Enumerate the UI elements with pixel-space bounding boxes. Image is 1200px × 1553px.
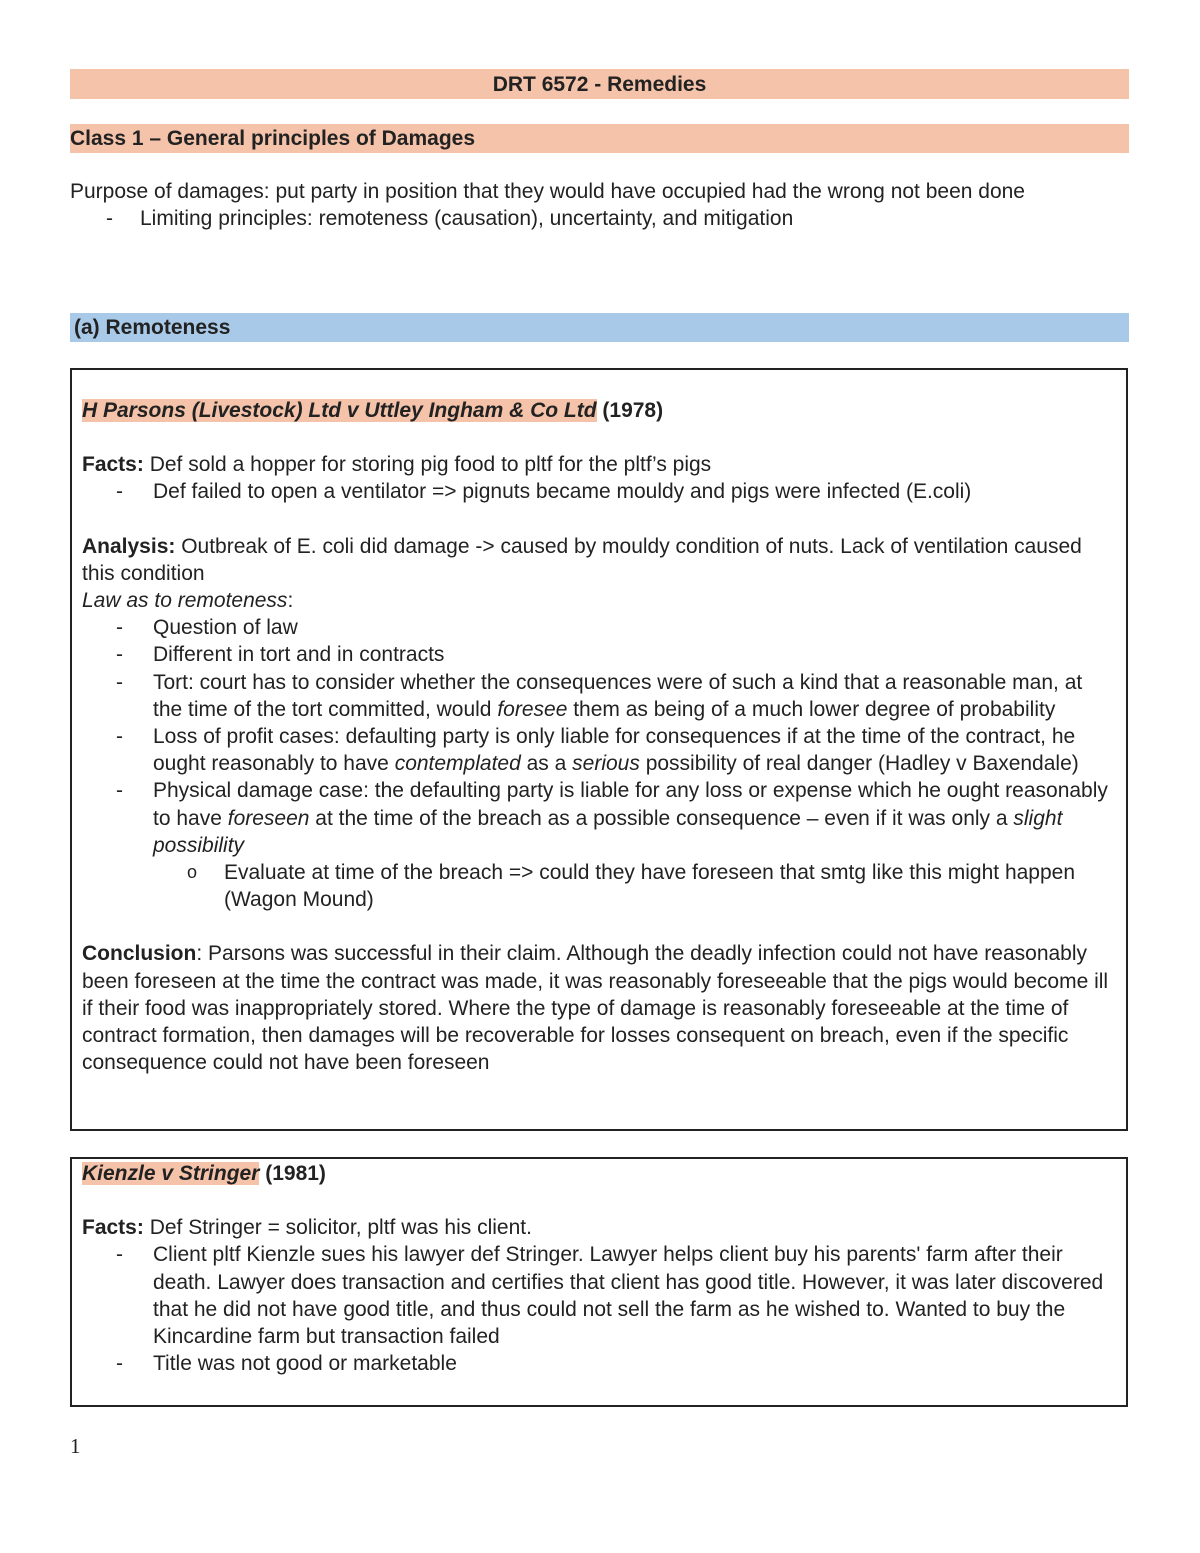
- case-box-kienzle-content: [82, 1160, 1112, 1377]
- loss-text-a: Loss of profit cases: defaulting party is only liable for consequences if at the time of the contract, he ought reasonably to have: [153, 725, 1076, 776]
- loss-emphasis-contemplated: contemplated: [394, 752, 521, 776]
- law-bullet-question: - Question of law: [82, 614, 1112, 641]
- case-name: Kienzle v Stringer: [82, 1162, 260, 1185]
- loss-text-b: as a: [520, 752, 573, 776]
- analysis-text: Outbreak of E. coli did damage -> caused by mouldy condition of nuts. Lack of ventilation caused this condition: [82, 534, 1082, 585]
- conclusion-paragraph: [82, 940, 1112, 1076]
- facts-list: [82, 1241, 1112, 1377]
- law-list: [82, 614, 1112, 913]
- case-box-parsons-content: [82, 397, 1112, 1076]
- case-year: (1981): [259, 1162, 326, 1185]
- conclusion-text: : Parsons was successful in their claim. Although the deadly infection could not have reasonably been foreseen at the time the contract was made, it was reasonably foreseeable that the pigs would become ill if their food was inappropriately stored. Where the type of damage is reasonably foreseeable at the time of contract formation, then damages will be recoverable for losses consequent on breach, even if the specific consequence could not have been foreseen: [82, 942, 1109, 1075]
- analysis-paragraph: [82, 533, 1112, 587]
- limiting-list: [70, 205, 1100, 232]
- tort-text-a: Tort: court has to consider whether the consequences were of such a kind that a reasonable man, at the time of the tort committed, would: [153, 670, 1083, 721]
- page-number: 1: [70, 1434, 81, 1458]
- law-bullet-tort: [82, 669, 1112, 723]
- law-bullet-different: - Different in tort and in contracts: [82, 641, 1112, 668]
- law-bullet-loss-of-profit: [82, 723, 1112, 777]
- analysis-label: Analysis:: [82, 534, 176, 558]
- facts-text: Def sold a hopper for storing pig food to pltf for the pltf’s pigs: [143, 453, 712, 477]
- case-name: H Parsons (Livestock) Ltd v Uttley Ingham & Co Ltd: [82, 399, 597, 422]
- class-heading: Class 1 – General principles of Damages: [70, 124, 1129, 153]
- wagon-mound-subbullet: o Evaluate at time of the breach => could they have foreseen that smtg like this might happen (Wagon Mound): [153, 859, 1112, 913]
- conclusion-label: Conclusion: [82, 942, 197, 966]
- facts-label: Facts:: [82, 1216, 144, 1240]
- case-box-kienzle: [70, 1157, 1128, 1407]
- purpose-text: Purpose of damages: put party in position that they would have occupied had the wrong not been done: [70, 180, 1025, 203]
- law-bullet-physical-damage: [82, 777, 1112, 913]
- tort-emphasis: foresee: [497, 697, 568, 721]
- physical-damage-sublist: [153, 859, 1112, 913]
- case-box-parsons: [70, 368, 1128, 1131]
- facts-paragraph: [82, 1214, 1112, 1241]
- loss-emphasis-serious: serious: [572, 752, 640, 776]
- phys-text-b: at the time of the breach as a possible consequence – even if it was only a: [309, 806, 1014, 830]
- facts-text: Def Stringer = solicitor, pltf was his client.: [143, 1216, 532, 1240]
- facts-list: [82, 478, 1112, 505]
- facts-bullet: - Def failed to open a ventilator => pignuts became mouldy and pigs were infected (E.coli): [82, 478, 1112, 505]
- facts-paragraph: [82, 451, 1112, 478]
- law-heading: [82, 587, 1112, 614]
- phys-emphasis-slight: slight possibility: [153, 806, 1063, 857]
- case-year: (1978): [596, 399, 664, 422]
- remoteness-heading: [70, 313, 1129, 342]
- facts-bullet: - Client pltf Kienzle sues his lawyer def Stringer. Lawyer helps client buy his parents' farm after their death. Lawyer does transaction and certifies that client has good title. However, it was later discovered that he did not have good title, and thus could not sell the farm as he wished to. Wanted to buy the Kincardine farm but transaction failed: [82, 1241, 1112, 1350]
- tort-text-b: them as being of a much lower degree of probability: [567, 697, 1056, 721]
- law-label: Law as to remoteness: [82, 589, 288, 613]
- document-title: DRT 6572 - Remedies: [70, 69, 1129, 99]
- phys-text-a: Physical damage case: the defaulting party is liable for any loss or expense which he ought reasonably to have: [153, 779, 1108, 830]
- limiting-principles-item: - Limiting principles: remoteness (causation), uncertainty, and mitigation: [70, 205, 1100, 232]
- case-title: [82, 1160, 1112, 1187]
- law-colon: :: [287, 589, 294, 613]
- case-title: [82, 397, 1112, 424]
- facts-label: Facts:: [82, 453, 144, 477]
- remoteness-heading-text: (a) Remoteness: [74, 316, 231, 339]
- loss-text-c: possibility of real danger (Hadley v Baxendale): [639, 752, 1079, 776]
- intro-section: [70, 178, 1100, 232]
- facts-bullet: - Title was not good or marketable: [82, 1350, 1112, 1377]
- phys-emphasis-foreseen: foreseen: [227, 806, 310, 830]
